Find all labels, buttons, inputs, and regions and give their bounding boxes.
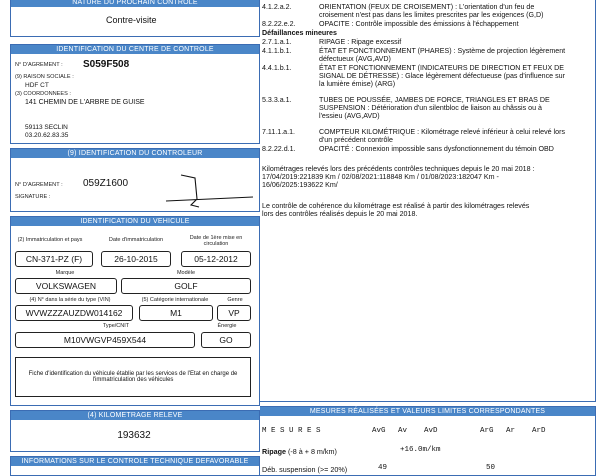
marque-value: VOLKSWAGEN bbox=[15, 278, 117, 294]
first-circ-label: Date de 1ère mise en circulation bbox=[189, 235, 243, 247]
controleur-header: (9) IDENTIFICATION DU CONTROLEUR bbox=[11, 149, 259, 158]
centre-city: 59113 SECLIN bbox=[25, 124, 68, 131]
minor-title: Défaillances mineures bbox=[262, 29, 337, 37]
energie-label: Énergie bbox=[217, 323, 237, 329]
next-measure-value: 50 bbox=[486, 464, 496, 472]
defect-row: 4.1.2.a.2. ORIENTATION (FEUX DE CROISEMENT) : L'orientation d'un feu de bbox=[262, 3, 535, 11]
defect-row: 8.2.22.e.2. OPACITE : Contrôle impossible des émissions à l'échappement bbox=[262, 20, 519, 28]
km-history-line: 16/06/2025:193622 Km/ bbox=[262, 181, 338, 189]
defects-panel bbox=[260, 0, 596, 402]
minor-row: 5.3.3.a.1. TUBES DE POUSSÉE, JAMBES DE FORCE, TRIANGLES ET BRAS DE bbox=[262, 96, 550, 104]
type-label: Type/CNIT bbox=[102, 323, 130, 329]
col-header: AvD bbox=[424, 427, 438, 435]
ripage-label: Ripage (-8 à + 8 m/km) bbox=[262, 447, 337, 456]
coherence-line: lors des contrôles réalisés depuis le 20 mai 2018. bbox=[262, 210, 418, 218]
modele-label: Modèle bbox=[176, 270, 196, 276]
next-visit-panel bbox=[10, 0, 260, 37]
genre-value: VP bbox=[217, 305, 251, 321]
controleur-panel bbox=[10, 148, 260, 212]
cat-value: M1 bbox=[139, 305, 213, 321]
infos-header: INFORMATIONS SUR LE CONTROLE TECHNIQUE DEFAVORABLE bbox=[11, 457, 259, 466]
centre-raison-value: HDF CT bbox=[25, 82, 49, 89]
vin-value: WVWZZZAUZDW014162 bbox=[15, 305, 133, 321]
date-immat-label: Date d'immatriculation bbox=[108, 237, 164, 243]
coherence-line: Le contrôle de cohérence du kilométrage est réalisé à partir des kilométrages relevés bbox=[262, 202, 530, 210]
minor-row: 4.1.1.b.1. ÉTAT ET FONCTIONNEMENT (PHARES) : Système de projection légèrement bbox=[262, 47, 566, 55]
fiche-text: Fiche d'identification du véhicule établie par les services de l'Etat en charge de l'immatriculation des véhicules bbox=[28, 371, 238, 383]
infos-panel bbox=[10, 456, 260, 476]
fiche-box bbox=[15, 357, 251, 397]
centre-panel bbox=[10, 44, 260, 144]
next-visit-value: Contre-visite bbox=[106, 15, 157, 25]
centre-agrement-label: N° D'AGREMENT : bbox=[15, 62, 63, 68]
minor-row: défectueux (AVG,AVD) bbox=[319, 55, 391, 63]
col-header: ArG bbox=[480, 427, 494, 435]
vehicule-panel bbox=[10, 216, 260, 406]
centre-raison-label: (9) RAISON SOCIALE : bbox=[15, 74, 74, 80]
first-circ-value: 05-12-2012 bbox=[181, 251, 251, 267]
centre-phone: 03.20.62.83.35 bbox=[25, 132, 69, 139]
minor-row: 7.11.1.a.1. COMPTEUR KILOMÉTRIQUE : Kilométrage relevé inférieur à celui relevé lors bbox=[262, 128, 565, 136]
vehicule-header: IDENTIFICATION DU VEHICULE bbox=[11, 217, 259, 226]
centre-address: 141 CHEMIN DE L'ARBRE DE GUISE bbox=[25, 99, 145, 106]
energie-value: GO bbox=[201, 332, 251, 348]
controleur-agrement-value: 059Z1600 bbox=[83, 178, 129, 189]
signature-label: SIGNATURE : bbox=[15, 194, 51, 200]
km-history-line: Kilométrages relevés lors des précédents contrôles techniques depuis le 20 mai 2018 : bbox=[262, 165, 535, 173]
signature-drawing bbox=[161, 169, 256, 209]
date-immat-value: 26-10-2015 bbox=[101, 251, 171, 267]
kilometrage-value: 193632 bbox=[117, 430, 151, 441]
col-header: ArD bbox=[532, 427, 546, 435]
centre-coord-label: (3) COORDONNEES : bbox=[15, 91, 71, 97]
next-visit-header: NATURE DU PROCHAIN CONTROLE bbox=[11, 0, 259, 7]
defect-row: croisement n'est pas dans les limites prescrites par les exigences (G,D) bbox=[319, 11, 544, 19]
cat-label: (5) Catégorie internationale bbox=[141, 297, 209, 303]
immat-label: (2) Immatriculation et pays bbox=[17, 237, 83, 243]
col-header: Ar bbox=[506, 427, 516, 435]
centre-agrement-value: S059F508 bbox=[83, 59, 130, 70]
genre-label: Genre bbox=[227, 297, 243, 303]
modele-value: GOLF bbox=[121, 278, 251, 294]
immat-value: CN-371-PZ (F) bbox=[15, 251, 93, 267]
km-history-line: 17/04/2019:221839 Km / 02/08/2021:118848 Km / 01/08/2023:182047 Km - bbox=[262, 173, 499, 181]
kilometrage-header: (4) KILOMETRAGE RELEVE bbox=[11, 411, 259, 420]
col-header: AvG bbox=[372, 427, 386, 435]
minor-row: 8.2.22.d.1. OPACITÉ : Connexion impossible sans dysfonctionnement du témoin OBD bbox=[262, 145, 554, 153]
marque-label: Marque bbox=[55, 270, 75, 276]
kilometrage-panel bbox=[10, 410, 260, 452]
centre-header: IDENTIFICATION DU CENTRE DE CONTROLE bbox=[11, 45, 259, 54]
col-header: Av bbox=[398, 427, 408, 435]
mesures-header: MESURES RÉALISÉES ET VALEURS LIMITES CORRESPONDANTES bbox=[260, 407, 595, 416]
mesures-label: M E S U R E S bbox=[262, 427, 321, 435]
minor-row: SUSPENSION : Détérioration d'un silentbloc de liaison au châssis ou à bbox=[319, 104, 542, 112]
mesures-panel bbox=[260, 406, 596, 476]
minor-row: 4.4.1.b.1. ÉTAT ET FONCTIONNEMENT (INDICATEURS DE DIRECTION ET FEUX DE bbox=[262, 64, 565, 72]
next-measure-value: 49 bbox=[378, 464, 388, 472]
ripage-value: +16.0m/km bbox=[400, 446, 441, 454]
controleur-agrement-label: N° D'AGREMENT : bbox=[15, 182, 63, 188]
type-value: M10VWGVP459X544 bbox=[15, 332, 195, 348]
minor-row: d'un précédent contrôle bbox=[319, 136, 393, 144]
vin-label: (4) N° dans la série du type (VIN) bbox=[29, 297, 111, 303]
minor-row: 2.7.1.a.1. RIPAGE : Ripage excessif bbox=[262, 38, 402, 46]
minor-row: la lumière émise) (ARG) bbox=[319, 80, 396, 88]
minor-row: SIGNAL DE DÉTRESSE) : Glace légèrement défectueuse (pas d'influence sur bbox=[319, 72, 565, 80]
minor-row: l'essieu (AVG,AVD) bbox=[319, 112, 380, 120]
next-measure-label: Déb. suspension (>= 20%) bbox=[262, 465, 348, 474]
